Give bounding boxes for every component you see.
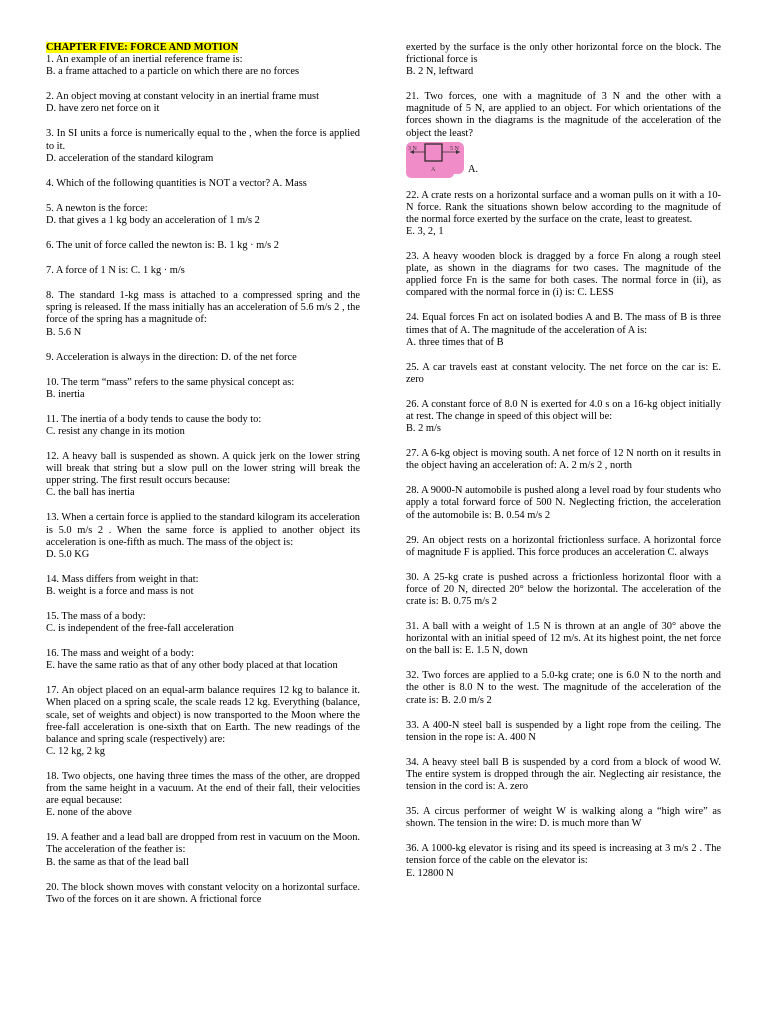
question-item: [46, 377, 360, 401]
question-text: 31. A ball with a weight of 1.5 N is thrown at an angle of 30° above the horizontal with an initial speed of 12 m/s. At its highest point, the net force on the ball is: E. 1.5 N, down: [406, 621, 721, 657]
question-item: [406, 720, 721, 744]
question-text: 24. Equal forces Fn act on isolated bodies A and B. The mass of B is three times that of A. The magnitude of the acceleration of A is:: [406, 312, 721, 336]
answer-text: E. none of the above: [46, 807, 132, 819]
question-item: [46, 574, 360, 598]
question-item: [46, 352, 360, 364]
question-text: 23. A heavy wooden block is dragged by a force Fn along a rough steel plate, as shown in the diagrams for two cases. The magnitude of the applied force Fn is the same for both cases. The normal force in (ii), as compared with the normal force in (i) is: C. LESS: [406, 251, 721, 299]
answer-text: C. is independent of the free-fall acceleration: [46, 623, 234, 635]
question-text: 6. The unit of force called the newton is: B. 1 kg · m/s 2: [46, 240, 279, 252]
question-item: [406, 621, 721, 657]
question-item: [406, 757, 721, 793]
answer-text: B. the same as that of the lead ball: [46, 856, 189, 868]
answer-text: B. a frame attached to a particle on which there are no forces: [46, 66, 300, 78]
answer-text: C. resist any change in its motion: [46, 425, 185, 437]
question-item: [46, 512, 360, 560]
left-question-list: [46, 54, 360, 906]
question-text: 29. An object rests on a horizontal frictionless surface. A horizontal force of magnitude F is applied. This force produces an acceleration C. always: [406, 534, 721, 558]
question-text: 33. A 400-N steel ball is suspended by a light rope from the ceiling. The tension in the rope is: A. 400 N: [406, 719, 721, 743]
answer-text: D. have zero net force on it: [46, 103, 160, 115]
question-text: 30. A 25-kg crate is pushed across a frictionless horizontal floor with a force of 20 N, directed 20° below the horizontal. The acceleration of the crate is: B. 0.75 m/s 2: [406, 571, 721, 607]
answer-text: E. have the same ratio as that of any other body placed at that location: [46, 660, 338, 672]
question-item: [406, 399, 721, 435]
answer-text: B. 5.6 N: [46, 326, 82, 338]
question-text: 4. Which of the following quantities is NOT a vector? A. Mass: [46, 177, 307, 189]
question-item: [46, 265, 360, 277]
answer-text: E. 12800 N: [406, 867, 454, 879]
question-text: 7. A force of 1 N is: C. 1 kg · m/s: [46, 265, 185, 277]
answer-text: D. acceleration of the standard kilogram: [46, 152, 214, 164]
question-item: [406, 251, 721, 299]
question-item: [46, 178, 360, 190]
answer-text: B. inertia: [46, 388, 85, 400]
question-text: 25. A car travels east at constant velocity. The net force on the car is: E. zero: [406, 361, 721, 385]
question-item: [406, 670, 721, 706]
question-item: [46, 414, 360, 438]
force-label-left: 3 N: [408, 145, 417, 152]
question-item: [406, 448, 721, 472]
question-item: [46, 685, 360, 758]
answer-text: E. 3, 2, 1: [406, 225, 444, 237]
question-item: [46, 648, 360, 672]
question-item: [46, 91, 360, 115]
question-text: 36. A 1000-kg elevator is rising and its speed is increasing at 3 m/s 2 . The tension force of the cable on the elevator is:: [406, 843, 721, 867]
question-item: [46, 203, 360, 227]
question-21: [406, 91, 721, 139]
force-label-right: 5 N: [450, 145, 459, 152]
question-text: 32. Two forces are applied to a 5.0-kg crate; one is 6.0 N to the north and the other is 8.0 N to the west. The magnitude of the acceleration of the crate is: B. 2.0 m/s 2: [406, 670, 721, 706]
question-text: 1. An example of an inertial reference frame is:: [46, 54, 243, 66]
question-item: [46, 451, 360, 499]
question-item: [46, 290, 360, 338]
question-item: [406, 485, 721, 521]
question-text: 17. An object placed on an equal-arm balance requires 12 kg to balance it. When placed on a spring scale, the scale reads 12 kg. Everything (balance, scale, set of weights and object) is now transported to the Moon where the free-fall acceleration is one-sixth that on Earth. The new readings of the balance and spring scale (respectively) are:: [46, 685, 360, 745]
question-item: [406, 312, 721, 348]
question-item: [406, 572, 721, 608]
figure-highlight-tab: [406, 166, 454, 178]
question-item: [46, 128, 360, 164]
question-text: 27. A 6-kg object is moving south. A net force of 12 N north on it results in the object having an acceleration of: A. 2 m/s 2 , north: [406, 448, 721, 472]
question-text: 3. In SI units a force is numerically equal to the , when the force is applied to it.: [46, 128, 360, 152]
question-item: [46, 54, 360, 78]
answer-text: B. weight is a force and mass is not: [46, 585, 194, 597]
answer-text: A.: [468, 163, 479, 175]
question-text: 18. Two objects, one having three times the mass of the other, are dropped from the same height in a vacuum. At the end of their fall, their velocities are equal because:: [46, 770, 360, 807]
question-text: 15. The mass of a body:: [46, 611, 146, 622]
question-21-figure-row: [406, 142, 721, 178]
left-column: [46, 42, 360, 919]
question-item: [46, 240, 360, 252]
answer-text: B. 2 N, leftward: [406, 66, 474, 78]
question-text: 28. A 9000-N automobile is pushed along a level road by four students who apply a total forward force of 500 N. Neglecting friction, the acceleration of the automobile is: B. 0.54 m/s 2: [406, 485, 721, 521]
answer-text: D. 5.0 KG: [46, 548, 90, 560]
question-text: 8. The standard 1-kg mass is attached to a compressed spring and the spring is released. If the mass initially has an acceleration of 5.6 m/s 2 , the force of the spring has a magnitude of:: [46, 290, 360, 326]
question-text: 22. A crate rests on a horizontal surface and a woman pulls on it with a 10-N force. Rank the situations shown below according to the magnitude of the normal force exerted by the surface on the crate, least to greatest.: [406, 189, 721, 225]
question-text: 21. Two forces, one with a magnitude of 3 N and the other with a magnitude of 5 N, are applied to an object. For which orientations of the forces shown in the diagrams is the magnitude of the acceleration of the object the least?: [406, 91, 721, 139]
question-item: [46, 832, 360, 868]
chapter-title: CHAPTER FIVE: FORCE AND MOTION: [46, 42, 239, 53]
question-item: [46, 611, 360, 635]
question-text: exerted by the surface is the only other horizontal force on the block. The frictional force is: [406, 42, 721, 66]
question-text: 11. The inertia of a body tends to cause the body to:: [46, 413, 262, 425]
question-item: [46, 771, 360, 819]
question-item: [46, 882, 360, 906]
question-item: [406, 362, 721, 386]
answer-text: C. the ball has inertia: [46, 487, 135, 499]
question-text: 16. The mass and weight of a body:: [46, 648, 195, 660]
question-text: 14. Mass differs from weight in that:: [46, 573, 199, 585]
chapter-heading: [46, 42, 360, 54]
right-question-list: [406, 190, 721, 880]
question-item: [406, 535, 721, 559]
question-text: 19. A feather and a lead ball are dropped from rest in vacuum on the Moon. The acceleration of the feather is:: [46, 832, 360, 856]
answer-text: C. 12 kg, 2 kg: [46, 745, 105, 757]
question-text: 9. Acceleration is always in the direction: D. of the net force: [46, 351, 297, 363]
question-text: 5. A newton is the force:: [46, 202, 148, 214]
question-item: [406, 806, 721, 830]
question-20-continued: [406, 42, 721, 78]
question-text: 2. An object moving at constant velocity in an inertial frame must: [46, 91, 319, 103]
answer-text: A. three times that of B: [406, 336, 504, 348]
answer-text: D. that gives a 1 kg body an acceleration of 1 m/s 2: [46, 214, 260, 226]
question-item: [406, 190, 721, 238]
question-item: [406, 843, 721, 879]
answer-text: B. 2 m/s: [406, 423, 441, 435]
force-diagram-figure: [406, 142, 464, 178]
question-text: 13. When a certain force is applied to the standard kilogram its acceleration is 5.0 m/s 2 . When the same force is applied to another object its acceleration is one-fifth as much. The mass of the object is:: [46, 512, 361, 548]
question-text: 34. A heavy steel ball B is suspended by a cord from a block of wood W. The entire system is dropped through the air. Neglecting air resistance, the tension in the cord is: A. zero: [406, 756, 721, 793]
question-text: 12. A heavy ball is suspended as shown. A quick jerk on the lower string will break that string but a slow pull on the lower string will break the upper string. The first result occurs because:: [46, 451, 360, 487]
question-text: 10. The term “mass” refers to the same physical concept as:: [46, 376, 295, 388]
question-text: 20. The block shown moves with constant velocity on a horizontal surface. Two of the forces on it are shown. A frictional force: [46, 881, 360, 905]
figure-caption: A: [431, 166, 436, 173]
right-column: [406, 42, 721, 893]
question-text: 35. A circus performer of weight W is walking along a “high wire” as shown. The tension in the wire: D. is much more than W: [406, 806, 721, 830]
question-text: 26. A constant force of 8.0 N is exerted for 4.0 s on a 16-kg object initially at rest. The change in speed of this object will be:: [406, 398, 721, 422]
